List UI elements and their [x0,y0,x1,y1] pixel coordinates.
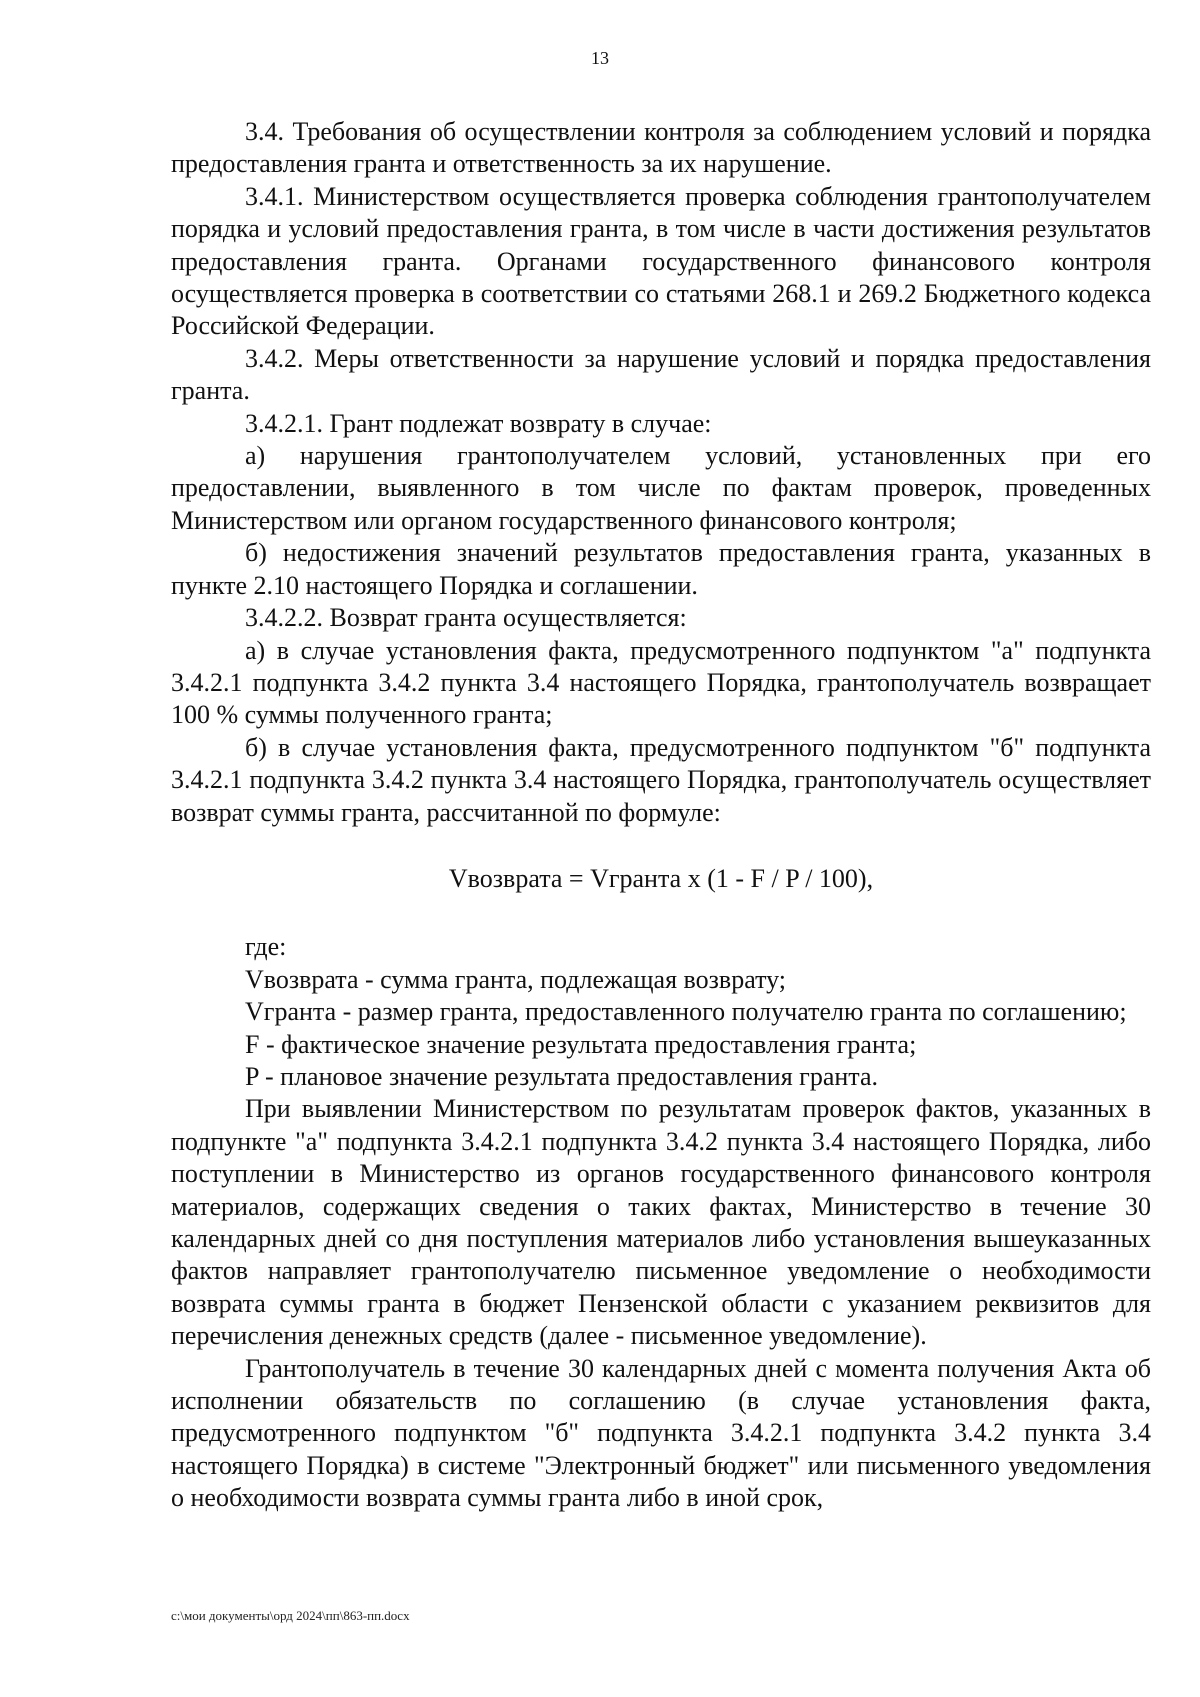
paragraph-3-4-2-1: 3.4.2.1. Грант подлежат возврату в случае: [245,408,712,438]
paragraph-3-4-2-2: 3.4.2.2. Возврат гранта осуществляется: [245,603,687,633]
paragraph-3-4-2-1-b: б) недостижения значений результатов предоставления гранта, указанных в пункте 2.10 настоящего Порядка и соглашении. [171,538,1151,600]
paragraph-3-4-2-2-a: а) в случае установления факта, предусмотренного подпунктом "а" подпункта 3.4.2.1 подпункта 3.4.2 пункта 3.4 настоящего Порядка, грантополучатель возвращает 100 % суммы полученного гранта; [171,635,1151,730]
document-body [171,116,1151,1515]
paragraph-3-4-1: 3.4.1. Министерством осуществляется проверка соблюдения грантополучателем порядка и условий предоставления гранта, в том числе в части достижения результатов предоставления гранта. Органами государственного финансового контроля осуществляется проверка в соответствии со статьями 268.1 и 269.2 Бюджетного кодекса Российской Федерации. [171,181,1151,341]
refund-formula: Vвозврата = Vгранта x (1 - F / P / 100), [448,863,874,893]
paragraph-grantee-deadline: Грантополучатель в течение 30 календарных дней с момента получения Акта об исполнении обязательств по соглашению (в случае установления факта, предусмотренного подпунктом "б" подпункта 3.4.2.1 подпункта 3.4.2 пункта 3.4 настоящего Порядка) в системе "Электронный бюджет" или письменного уведомления о необходимости возврата суммы гранта либо в иной срок, [171,1353,1151,1513]
definition-f: F - фактическое значение результата предоставления гранта; [245,1029,917,1059]
definition-p: P - плановое значение результата предоставления гранта. [245,1061,878,1091]
definition-where: где: [245,932,287,962]
definition-v-refund: Vвозврата - сумма гранта, подлежащая возврату; [245,964,786,994]
paragraph-notification: При выявлении Министерством по результатам проверок фактов, указанных в подпункте "а" подпункта 3.4.2.1 подпункта 3.4.2 пункта 3.4 настоящего Порядка, либо поступлении в Министерство из органов государственного финансового контроля материалов, содержащих сведения о таких фактах, Министерство в течение 30 календарных дней со дня поступления материалов либо установления вышеуказанных фактов направляет грантополучателю письменное уведомление о необходимости возврата суммы гранта в бюджет Пензенской области с указанием реквизитов для перечисления денежных средств (далее - письменное уведомление). [171,1094,1151,1351]
page-number: 13 [591,48,609,68]
paragraph-3-4: 3.4. Требования об осуществлении контроля за соблюдением условий и порядка предоставления гранта и ответственность за их нарушение. [171,117,1151,179]
paragraph-3-4-2-1-a: а) нарушения грантополучателем условий, установленных при его предоставлении, выявленного в том числе по фактам проверок, проведенных Министерством или органом государственного финансового контроля; [171,441,1151,535]
paragraph-3-4-2: 3.4.2. Меры ответственности за нарушение условий и порядка предоставления гранта. [171,343,1151,406]
definition-v-grant: Vгранта - размер гранта, предоставленного получателю гранта по соглашению; [245,997,1127,1027]
paragraph-3-4-2-2-b: б) в случае установления факта, предусмотренного подпунктом "б" подпункта 3.4.2.1 подпункта 3.4.2 пункта 3.4 настоящего Порядка, грантополучатель осуществляет возврат суммы гранта, рассчитанной по формуле: [171,732,1151,827]
footer-file-path: c:\мои документы\орд 2024\пп\863-пп.docx [171,1608,410,1623]
